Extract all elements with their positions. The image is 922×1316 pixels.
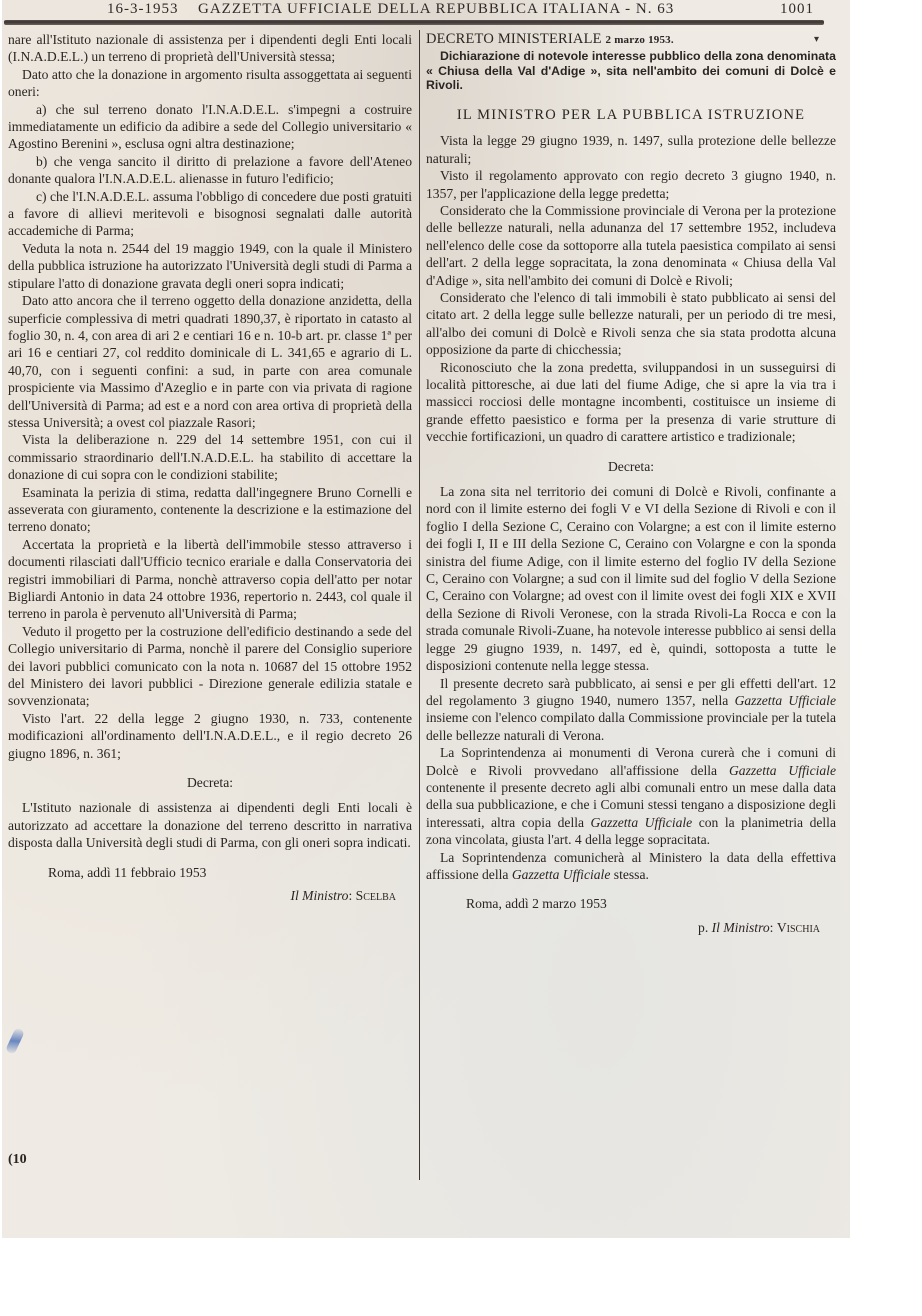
communication-paragraph [426, 849, 836, 884]
paragraph: Considerato che la Commissione provinciale di Verona per la protezione delle bellezze naturali, nella adunanza del 17 settembre 1952, includeva nell'elenco delle cose da sottoporre alla tutela paesistica compilato ai sensi dell'art. 2 della legge sopracitata, la zona denominata « Chiusa della Val d'Adige », sita nell'ambito dei comuni di Dolcè e Rivoli; [426, 202, 836, 288]
paragraph: Vista la deliberazione n. 229 del 14 settembre 1951, con cui il commissario straordinario dell'I.N.A.D.E.L. ha stabilito di accettare la donazione di cui sopra con le condizioni stabilite; [8, 432, 412, 483]
paragraph: Veduto il progetto per la costruzione dell'edificio destinando a sede del Collegio universitario di Parma, nonchè il parere del Consiglio superiore dei lavori pubblici comunicato con la nota n. 10687 del 15 ottobre 1952 del Ministero dei lavori pubblici - Direzione generale edilizia statale e sovvenzionata; [8, 623, 412, 709]
paragraph: Considerato che l'elenco di tali immobili è stato pubblicato ai sensi del citato art. 2 della legge sulle bellezze naturali, per un periodo di tre mesi, all'albo dei comuni di Dolcè e Rivoli senza che sia stata prodotta alcuna opposizione da parte di chicchessia; [426, 289, 836, 358]
paragraph: Esaminata la perizia di stima, redatta dall'ingegnere Bruno Cornelli e asseverata con giuramento, contenente la descrizione e la estimazione del terreno donato; [8, 484, 412, 535]
list-item: c) che l'I.N.A.D.E.L. assuma l'obbligo di concedere due posti gratuiti a favore di allievi meritevoli e bisognosi segnalati dalle autorità accademiche di Parma; [8, 188, 412, 239]
text-run: stessa. [610, 866, 649, 882]
text-run: Il presente decreto sarà pubblicato, ai sensi e per gli effetti dell'art. 12 del regolamento 3 giugno 1940, numero 1357, nella [426, 675, 836, 708]
paragraph: Vista la legge 29 giugno 1939, n. 1497, sulla protezione delle bellezze naturali; [426, 133, 836, 166]
footnote-mark: (10 [8, 1152, 27, 1167]
column-divider [419, 30, 420, 1180]
decree-subject: Dichiarazione di notevole interesse pubblico della zona denominata « Chiusa della Val d'Adige », sita nell'ambito dei comuni di Dolcè e Rivoli. [426, 49, 836, 93]
publication-paragraph [426, 675, 836, 745]
decree-heading-title: DECRETO MINISTERIALE [426, 31, 602, 47]
decreta-heading: Decreta: [607, 458, 655, 474]
left-column [8, 31, 412, 905]
header-date: 16-3-1953 [107, 1, 179, 17]
decree-heading [426, 31, 836, 49]
decree-text: La zona sita nel territorio dei comuni di Dolcè e Rivoli, confinante a nord con il limite esterno dei fogli V e VI della Sezione di Rivoli e con il foglio I della Sezione C, Ceraino con Volargne; a est con il limite esterno dei fogli I, II e III della Sezione C, Ceraino con Volargne e con la sponda sinistra del fiume Adige, con il limite esterno del foglio IV della Sezione C, Ceraino con Volargne; a sud con il limite sud del foglio V della Sezione C, Ceraino con Volargne; ad ovest con il limite ovest dei fogli XIX e XVII della Sezione di Rivoli Veronese, con la strada Rivoli-La Rocca e con la strada comunale Rivoli-Zuane, ha notevole interesse pubblico ai sensi della legge 29 giugno 1939, n. 1497, ed è, quindi, sottoposta a tutte le disposizioni contenute nella legge stessa. [426, 484, 836, 674]
signature-role: Il Ministro [290, 888, 349, 904]
decreta-heading: Decreta: [186, 775, 234, 791]
decree-heading-date: 2 marzo 1953. [605, 34, 674, 46]
scan-mark-icon: ▾ [814, 34, 820, 45]
paragraph: Riconosciuto che la zona predetta, sviluppandosi in un susseguirsi di località pittoresche, ai due lati del fiume Adige, che si apre la via tra i massicci rocciosi delle montagne incombenti, costituisce un insieme di grande effetto paesistico e forma per la presenza di varie strutture di vecchie fortificazioni, un quadro di carattere artistico e tradizionale; [426, 359, 836, 445]
text-run: con la planimetria della zona vincolata, giusta l'art. 4 della legge sopracitata. [426, 814, 836, 848]
ink-stroke-mark [5, 1027, 25, 1055]
soprintendenza-paragraph [426, 744, 836, 848]
right-column [426, 31, 836, 936]
gazette-reference: Gazzetta Ufficiale [734, 692, 836, 708]
list-item: a) che sul terreno donato l'I.N.A.D.E.L. s'impegni a costruire immediatamente un edificio da adibire a sede del Collegio universitario « Agostino Berenini », esclusa ogni altra destinazione; [8, 101, 412, 152]
paragraph: nare all'Istituto nazionale di assistenza per i dipendenti degli Enti locali (I.N.A.D.E.L.) un terreno di proprietà dell'Università stessa; [8, 32, 412, 65]
header-rule [4, 20, 824, 25]
text-run: La Soprintendenza comunicherà al Ministero la data della effettiva affissione della [426, 849, 836, 882]
gazette-reference: Gazzetta Ufficiale [590, 814, 693, 830]
paragraph: Dato atto ancora che il terreno oggetto della donazione anzidetta, della superficie complessiva di metri quadrati 1890,37, è riportato in catasto al foglio 30, n. 4, con area di ari 2 e centiari 16 e n. 10-b art. pr. classe 1ª per ari 16 e centiari 27, col reddito dominicale di L. 341,65 e agrario di L. 40,70, con i seguenti confini: a sud, in parte con area comunale prospiciente via Massimo d'Azeglio e in parte con via privata di ragione dell'Università di Parma; ad est e a nord con area ortiva di proprietà della stessa Università; a ovest col piazzale Rasori; [8, 293, 412, 430]
gazette-reference: Gazzetta Ufficiale [511, 866, 611, 882]
text-run: insieme con l'elenco compilato dalla Commissione provinciale per la tutela delle bellezze naturali di Verona. [426, 710, 836, 743]
paragraph: Veduta la nota n. 2544 del 19 maggio 1949, con la quale il Ministero della pubblica istruzione ha autorizzato l'Università degli studi di Parma a stipulare l'atto di donazione gravata degli oneri sopra indicati; [8, 240, 412, 291]
text-run: La Soprintendenza ai monumenti di Verona curerà che i comuni di Dolcè e Rivoli provvedano all'affissione della [426, 745, 836, 778]
signature: Il Ministro: Scelba [290, 888, 396, 904]
gazette-reference: Gazzetta Ufficiale [728, 762, 836, 778]
page-number: 1001 [780, 1, 814, 17]
signature: p. Il Ministro: Vischia [698, 919, 820, 935]
paragraph: Dato atto che la donazione in argomento risulta assoggettata ai seguenti oneri: [8, 66, 412, 100]
minister-heading: IL MINISTRO PER LA PUBBLICA ISTRUZIONE [456, 106, 806, 123]
header-title: GAZZETTA UFFICIALE DELLA REPUBBLICA ITALIANA - N. 63 [198, 1, 675, 17]
gazette-page [2, 0, 850, 1238]
paragraph: Visto il regolamento approvato con regio decreto 3 giugno 1940, n. 1357, per l'applicazione della legge predetta; [426, 168, 836, 201]
paragraph: Accertata la proprietà e la libertà dell'immobile stesso attraverso i documenti rilasciati dall'Ufficio tecnico erariale e dalla Conservatoria dei registri immobiliari di Parma, nonchè attraverso copia dell'atto per notar Bigliardi Antonio in data 24 ottobre 1936, repertorio n. 2443, col quale il terreno in parola è pervenuto all'Università di Parma; [8, 536, 412, 622]
signature-role: Il Ministro [711, 919, 770, 935]
decree-text: L'Istituto nazionale di assistenza ai dipendenti degli Enti locali è autorizzato ad accettare la donazione del terreno descritto in narrativa disposta dalla Università degli studi di Parma, con gli oneri sopra indicati. [8, 800, 412, 851]
text-run: contenente il presente decreto agli albi comunali entro un mese dalla data della sua pubblicazione, e che i Comuni stessi tengano a disposizione degli interessati, altra copia della [426, 779, 836, 830]
signature-name: Scelba [355, 888, 396, 904]
signature-name: Vischia [776, 919, 820, 935]
place-date: Roma, addì 2 marzo 1953 [466, 896, 607, 912]
list-item: b) che venga sancito il diritto di prelazione a favore dell'Ateneo donante qualora l'I.N.A.D.E.L. alienasse in futuro l'edificio; [8, 153, 412, 187]
signature-prefix: p. [698, 919, 709, 935]
place-date: Roma, addì 11 febbraio 1953 [48, 864, 207, 880]
running-header [2, 0, 850, 20]
paragraph: Visto l'art. 22 della legge 2 giugno 1930, n. 733, contenente modificazioni all'ordinamento dell'I.N.A.D.E.L., e il regio decreto 26 giugno 1896, n. 361; [8, 710, 412, 761]
